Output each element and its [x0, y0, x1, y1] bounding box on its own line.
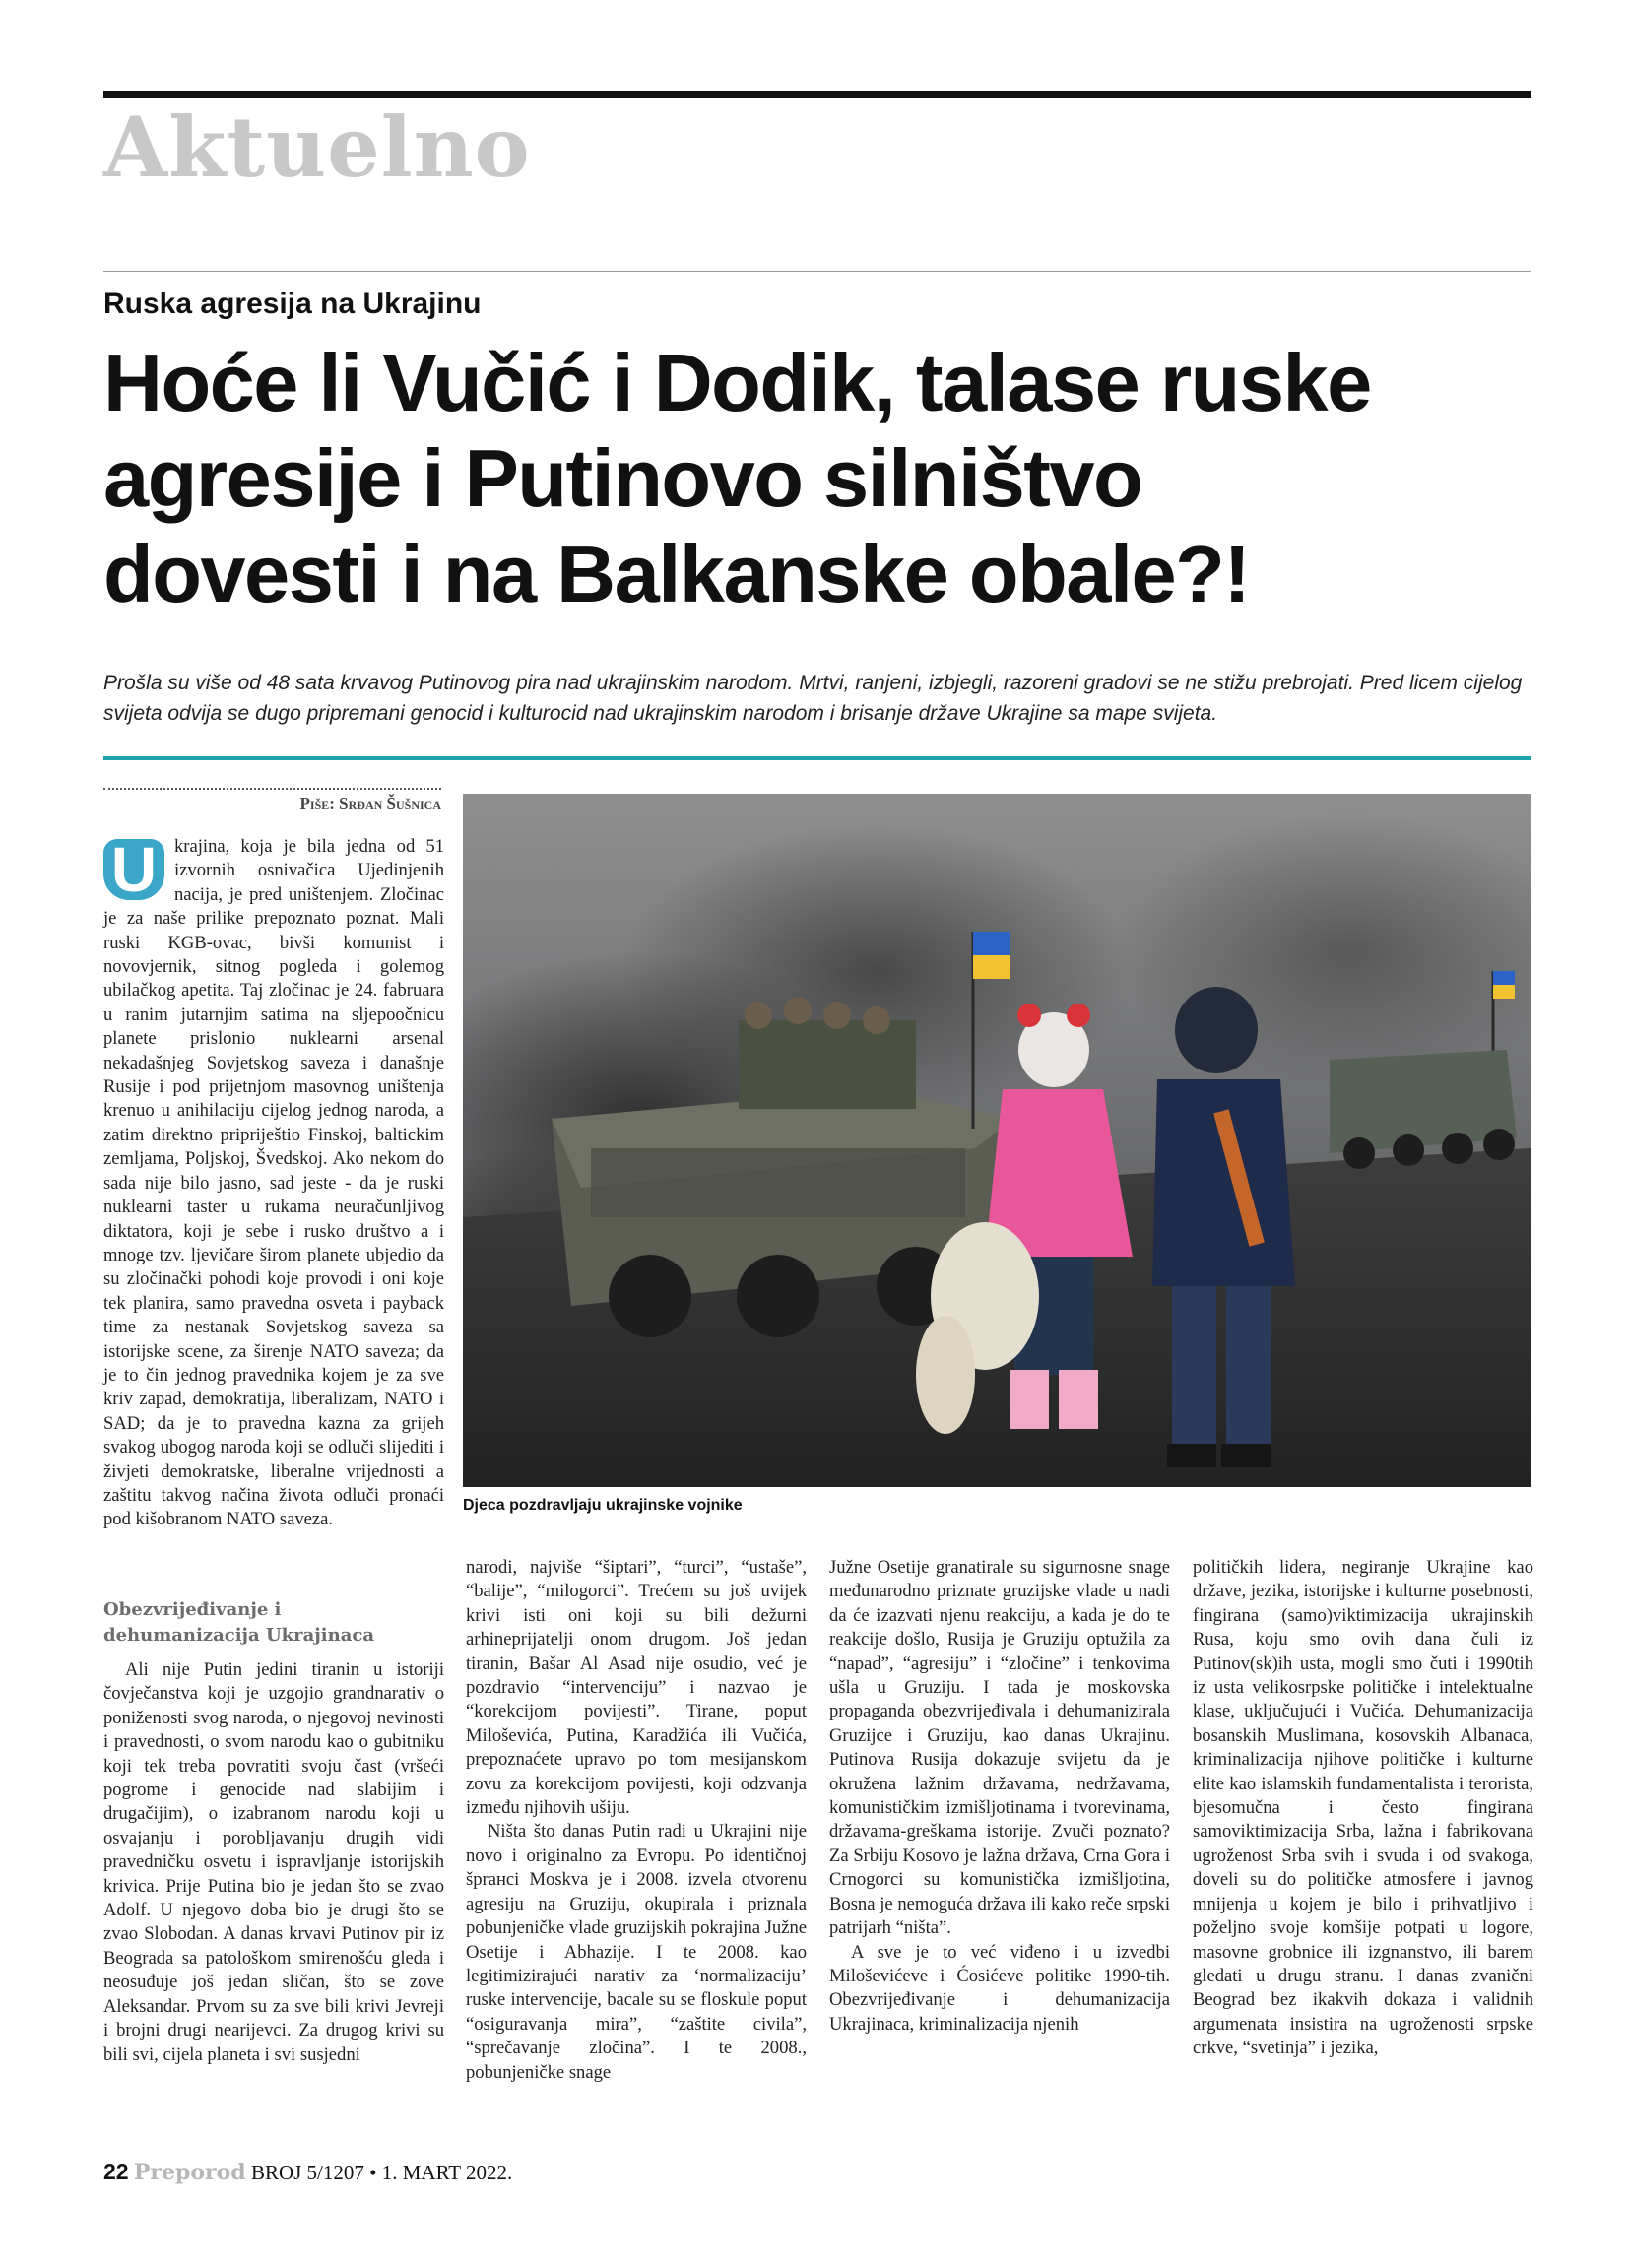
headline-line-2: agresije i Putinovo silništvo — [103, 432, 1142, 524]
lead-paragraph: Prošla su više od 48 sata krvavog Putinovog pira nad ukrajinskim narodom. Mrtvi, ranjeni, izbjegli, razoreni gradovi se ne stižu prebrojati. Pred licem cijelog svijeta odvija se dugo pripremani genocid i kulturocid nad ukrajinskim narodom i brisanje države Ukrajine sa mape svijeta. — [103, 672, 1523, 725]
subheading: Obezvrijeđivanje i dehumanizacija Ukrajinaca — [103, 1599, 375, 1646]
lead-divider — [103, 756, 1531, 760]
headline-line-1: Hoće li Vučić i Dodik, talase ruske — [103, 337, 1371, 428]
issue-info: BROJ 5/1207 • 1. MART 2022. — [250, 2161, 513, 2184]
section-title: Aktuelno — [103, 98, 531, 196]
body-column-2 — [466, 1556, 807, 2085]
publication-name: Preporod — [133, 2160, 246, 2185]
headline-line-3: dovesti i na Balkanske obale?! — [103, 528, 1250, 619]
body-paragraph-1-text: krajina, koja je bila jedna od 51 izvornih osnivačica Ujedinjenih nacija, je pred uništenjem. Zločinac je za naše prilike prepoznato poznat. Mali ruski KGB-ovac, bivši komunist i novovjernik, sitnog pogleda i golemog ubilačkog apetita. Taj zločinac je 24. fabruara u ranim jutarnjim satima na sljepoočnicu planete prislonio nuklearni arsenal nekadašnjeg Sovjetskog saveza i današnje Rusije i pod prijetnjom masovnog uništenja krenuo u anihilaciju cijelog jednog naroda, a zatim direktno pripriještio Finskoj, baltickim zemljama, Poljskoj, Švedskoj. Ako nekom do sada nije bilo jasno, sad jeste - da je ruski nuklearni taster u rukama neuračunljivog diktatora, koji je sebe i rusko društvo a i mnoge tzv. ljevičare širom planete ubjedio da su zločinački pohodi koje provodi i oni koje tek planira, samo pravedna osveta i payback time za nestanak Sovjetskog saveza sa istorijske scene, za širenje NATO saveza; da je to čin jednog pravednika kojem je za sve kriv zapad, demokratija, liberalizam, NATO i SAD; da je to pravedna kazna za grijeh svakog ubogog naroda koji se odluči slijediti i živjeti demokratske, liberalne vrijednosti a zaštitu takvog načina života odluči pronaći pod kišobranom NATO saveza. — [103, 836, 444, 1530]
body-paragraph-6: A sve je to već viđeno i u izvedbi Miloševićeve i Ćosićeve politike 1990-tih. Obezvrijeđivanje i dehumanizacija Ukrajinaca, kriminalizacija njenih — [829, 1941, 1170, 2035]
page-number: 22 — [103, 2159, 129, 2184]
photo-caption: Djeca pozdravljaju ukrajinske vojnike — [463, 1497, 743, 1514]
header-divider — [103, 271, 1531, 272]
byline-rule — [103, 788, 441, 790]
body-column-1 — [103, 835, 444, 1532]
article-photo — [463, 794, 1531, 1487]
body-paragraph-4: Ništa što danas Putin radi u Ukrajini nije novo i originalno za Evropu. Po identičnoj šprанci Moskva je i 2008. izvela otvorenu agresiju na Gruziju, okupirala i priznala pobunjeničke vlade gruzijskih pokrajina Južne Osetije i Abhazije. I te 2008. kao legitimizirajući narativ za ‘normalizaciju’ ruske intervencije, bacale su se floskule poput “osiguravanja mira”, “zaštite civila”, “sprečavanje zločina”. I te 2008., pobunjeničke snage — [466, 1821, 807, 2083]
headline — [103, 335, 1541, 621]
body-paragraph-7: političkih lidera, negiranje Ukrajine kao države, jezika, istorijske i kulturne posebnosti, fingirana (samo)viktimizacija ukrajinskih Rusa, koju smo ovih dana čuli iz Putinov(sk)ih usta, mogli smo čuti i 1990tih iz usta velikosrpske političke i intelektualne klase, uključujući i Vučića. Dehumanizacija bosanskih Muslimana, kosovskih Albanaca, kriminalizacija njihove političke i kulturne elite kao islamskih fundamentalista i terorista, bjesomučna i često fingirana samoviktimizacija Srba, lažna i fabrikovana ugroženost Srba svih i svuda i od svakoga, doveli su do političke atmosfere i javnog mnijenja u kojem je bilo i prihvatljivo i poželjno svoje komšije potpati u logore, masovne grobnice ili izgnanstvo, ili barem gledati u drugu stranu. I danas zvanični Beograd bez ikakvih dokaza i validnih argumenata insistira na ugroženosti srpske crkve, “svetinja” i jezika, — [1193, 1557, 1533, 2059]
body-paragraph-3: narodi, najviše “šiptari”, “turci”, “ustaše”, “balije”, “milogorci”. Trećem su još uvijek krivi isti oni koji su bili dežurni arhineprijatelji onom drugom. Još jedan tiranin, Bašar Al Asad nije osudio, već je pozdravio “intervenciju” i nazvao je “korekcijom povijesti”. Tirane, poput Miloševića, Putina, Karadžića ili Vučića, prepoznaćete upravo po tom mesijanskom zovu za korekcijom povijesti, koji odzvanja između njihovih ušiju. — [466, 1557, 807, 1819]
top-rule — [103, 91, 1531, 98]
kicker: Ruska agresija na Ukrajinu — [103, 288, 482, 320]
byline: Piše: Srđan Šušnica — [299, 794, 441, 812]
drop-cap: U — [103, 839, 164, 900]
body-paragraph — [103, 835, 444, 1532]
body-paragraph-5: Južne Osetije granatirale su sigurnosne snage međunarodno priznate gruzijske vlade u nadi da će izazvati njenu reakciju, a kada je do te reakcije došlo, Rusija je Gruziju optužila za “napad”, “agresiju” i “zločine” i tenkovima ušla u Gruziju. I tada je moskovska propaganda obezvrijeđivala i dehumanizirala Gruzijce i Gruziju, kao danas Ukrajinu. Putinova Rusija dokazuje svijetu da je okružena lažnim državama, nedržavama, komunističkim izmišljotinama i tvorevinama, državama-greškama istorije. Zvuči poznato? Za Srbiju Kosovo je lažna država, Crna Gora i Crnogorci su komunistička izmišljotina, Bosna je nemoguća država ili kako reče srpski patrijarh “ništa”. — [829, 1557, 1170, 1939]
body-column-1-continued — [103, 1658, 444, 2067]
page-footer — [103, 2159, 512, 2185]
body-paragraph-2: Ali nije Putin jedini tiranin u istoriji čovječanstva koji je uzgojio grandnarativ o poniženosti svog naroda, o njegovoj nevinosti i pravednosti, o svom narodu kao o gubitniku koji tek treba povratiti svoju čast (vršeći pogrome i genocide nad slabijim i drugačijim), o izabranom narodu koji u osvajanju i porobljavanju drugih vidi pravedničku osvetu i ispravljanje istorijskih krivica. Prije Putina bio je jedan što se zvao Adolf. U njegovo doba bio je drugi što se zvao Slobodan. A danas krvavi Putinov pir iz Beograda sa patološkom smirenošću gleda i neosuđuje još jedan sličan, što se zove Aleksandar. Prvom su za sve bili krivi Jevreji i brojni drugi nearijevci. Za drugog krivi su bili svi, cijela planeta i svi susjedni — [103, 1659, 444, 2065]
body-column-3 — [829, 1556, 1170, 2037]
body-column-4 — [1193, 1556, 1533, 2061]
